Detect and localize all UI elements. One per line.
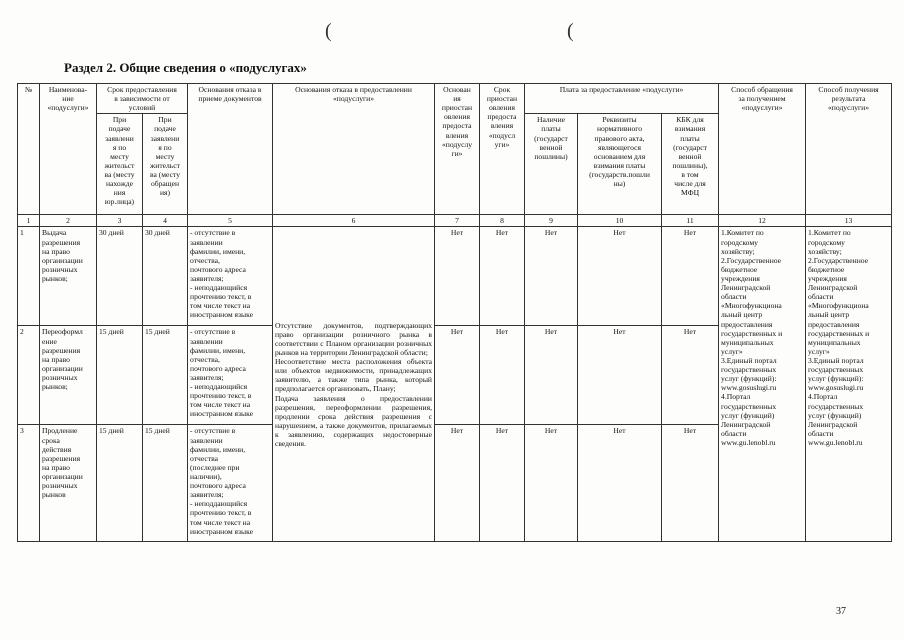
row-suspend-term: Нет <box>480 425 525 542</box>
row-fee-a: Нет <box>525 425 578 542</box>
header-name: Наименова- ние «подуслуги» <box>40 84 97 215</box>
header-term-a: При подаче заявлени я по месту жительст ва (месту нахожде ния юр.лица) <box>97 114 143 215</box>
col-number: 10 <box>578 215 662 227</box>
col-number: 3 <box>97 215 143 227</box>
scan-mark-left: ( <box>325 20 332 42</box>
row-name: Продление срока действия разрешения на право организации розничных рынков <box>40 425 97 542</box>
header-suspend: Основан ия приостан овления предоста вления «подуслу ги» <box>435 84 480 215</box>
apply-method: 1.Комитет по городскому хозяйству; 2.Государственное бюджетное учреждения Ленинградской области «Многофункциона льный центр предоставления государственных и муниципальных услуг» 3.Единый портал государственных услуг (функций): www.gosuslugi.ru 4.Портал государственных услуг (функций) Ленинградской области www.gu.lenobl.ru <box>719 227 806 542</box>
row-suspend: Нет <box>435 425 480 542</box>
result-method: 1.Комитет по городскому хозяйству; 2.Государственное бюджетное учреждения Ленинградской области «Многофункциона льный центр предоставления государственных и муниципальных услуг» 3.Единый портал государственных услуг (функций): www.gosuslugi.ru 4.Портал государственных услуг (функций) Ленинградской области www.gu.lenobl.ru <box>806 227 892 542</box>
col-number: 4 <box>143 215 188 227</box>
top-marks <box>0 20 904 48</box>
column-numbers-row <box>18 215 892 227</box>
row-suspend: Нет <box>435 326 480 425</box>
row-fee-b: Нет <box>578 227 662 326</box>
refuse-provide-body: Отсутствие документов, подтверждающих право организации розничного рынка в соответствии с Планом организации розничных рынков на территории Ленинградской области; Несоответствие места расположения объекта или объектов недвижимости, принадлежащих заявителю, а также типа рынка, который предполагается организовать, Плану; Подача заявления о предоставлении разрешения, переоформлении разрешения, продлении срока действия разрешения с нарушением, а также документов, прилагаемых к заявлению, содержащих недостоверные сведения. <box>275 320 432 449</box>
page-number: 37 <box>836 606 846 617</box>
header-term-b: При подаче заявлени я по месту жительст ва (месту обращен ия) <box>143 114 188 215</box>
row-num: 3 <box>18 425 40 542</box>
header-fee-group: Плата за предоставление «подуслуги» <box>525 84 719 114</box>
row-term-b: 15 дней <box>143 425 188 542</box>
services-table <box>17 83 892 542</box>
row-fee-a: Нет <box>525 227 578 326</box>
row-fee-a: Нет <box>525 326 578 425</box>
col-number: 11 <box>662 215 719 227</box>
section-title: Раздел 2. Общие сведения о «подуслугах» <box>64 60 307 75</box>
header-fee-b: Реквизиты нормативного правового акта, являющегося основанием для взимания платы (государств.пошли ны) <box>578 114 662 215</box>
header-row <box>18 84 892 114</box>
row-suspend-term: Нет <box>480 326 525 425</box>
row-fee-b: Нет <box>578 326 662 425</box>
row-refuse-accept: - отсутствие в заявлении фамилии, имени, отчества, почтового адреса заявителя; - неподдающийся прочтению текст, в том числе текст на иностранном языке <box>188 227 273 326</box>
refuse-provide-text <box>273 227 435 542</box>
col-number: 8 <box>480 215 525 227</box>
row-fee-c: Нет <box>662 227 719 326</box>
header-result: Способ получения результата «подуслуги» <box>806 84 892 215</box>
row-name: Выдача разрешения на право организации розничных рынков; <box>40 227 97 326</box>
row-num: 2 <box>18 326 40 425</box>
scan-mark-right: ( <box>567 20 574 42</box>
col-number: 2 <box>40 215 97 227</box>
col-number: 13 <box>806 215 892 227</box>
col-number: 6 <box>273 215 435 227</box>
table-row <box>18 227 892 326</box>
col-number: 1 <box>18 215 40 227</box>
row-suspend-term: Нет <box>480 227 525 326</box>
row-term-a: 15 дней <box>97 326 143 425</box>
row-term-b: 30 дней <box>143 227 188 326</box>
row-refuse-accept: - отсутствие в заявлении фамилии, имени, отчества, почтового адреса заявителя; - неподдающийся прочтению текст, в том числе текст на иностранном языке <box>188 326 273 425</box>
row-term-a: 30 дней <box>97 227 143 326</box>
col-number: 9 <box>525 215 578 227</box>
header-fee-c: КБК для взимания платы (государст венной пошлины), в том числе для МФЦ <box>662 114 719 215</box>
col-number: 7 <box>435 215 480 227</box>
header-refuse-accept: Основания отказа в приеме документов <box>188 84 273 215</box>
row-term-a: 15 дней <box>97 425 143 542</box>
row-suspend: Нет <box>435 227 480 326</box>
header-apply: Способ обращения за получением «подуслуги» <box>719 84 806 215</box>
row-name: Переоформл ение разрешения на право организации розничных рынков; <box>40 326 97 425</box>
row-refuse-accept: - отсутствие в заявлении фамилии, имени, отчества (последнее при наличии), почтового адреса заявителя; - неподдающийся прочтению текст, в том числе текст на иностранном языке <box>188 425 273 542</box>
col-number: 5 <box>188 215 273 227</box>
row-term-b: 15 дней <box>143 326 188 425</box>
row-num: 1 <box>18 227 40 326</box>
row-fee-b: Нет <box>578 425 662 542</box>
row-fee-c: Нет <box>662 326 719 425</box>
header-term-group: Срок предоставления в зависимости от условий <box>97 84 188 114</box>
header-suspend-term: Срок приостан овления предоста вления «подусл уги» <box>480 84 525 215</box>
header-num: № <box>18 84 40 215</box>
col-number: 12 <box>719 215 806 227</box>
header-fee-a: Наличие платы (государст венной пошлины) <box>525 114 578 215</box>
header-refuse-provide: Основания отказа в предоставлении «подуслуги» <box>273 84 435 215</box>
row-fee-c: Нет <box>662 425 719 542</box>
